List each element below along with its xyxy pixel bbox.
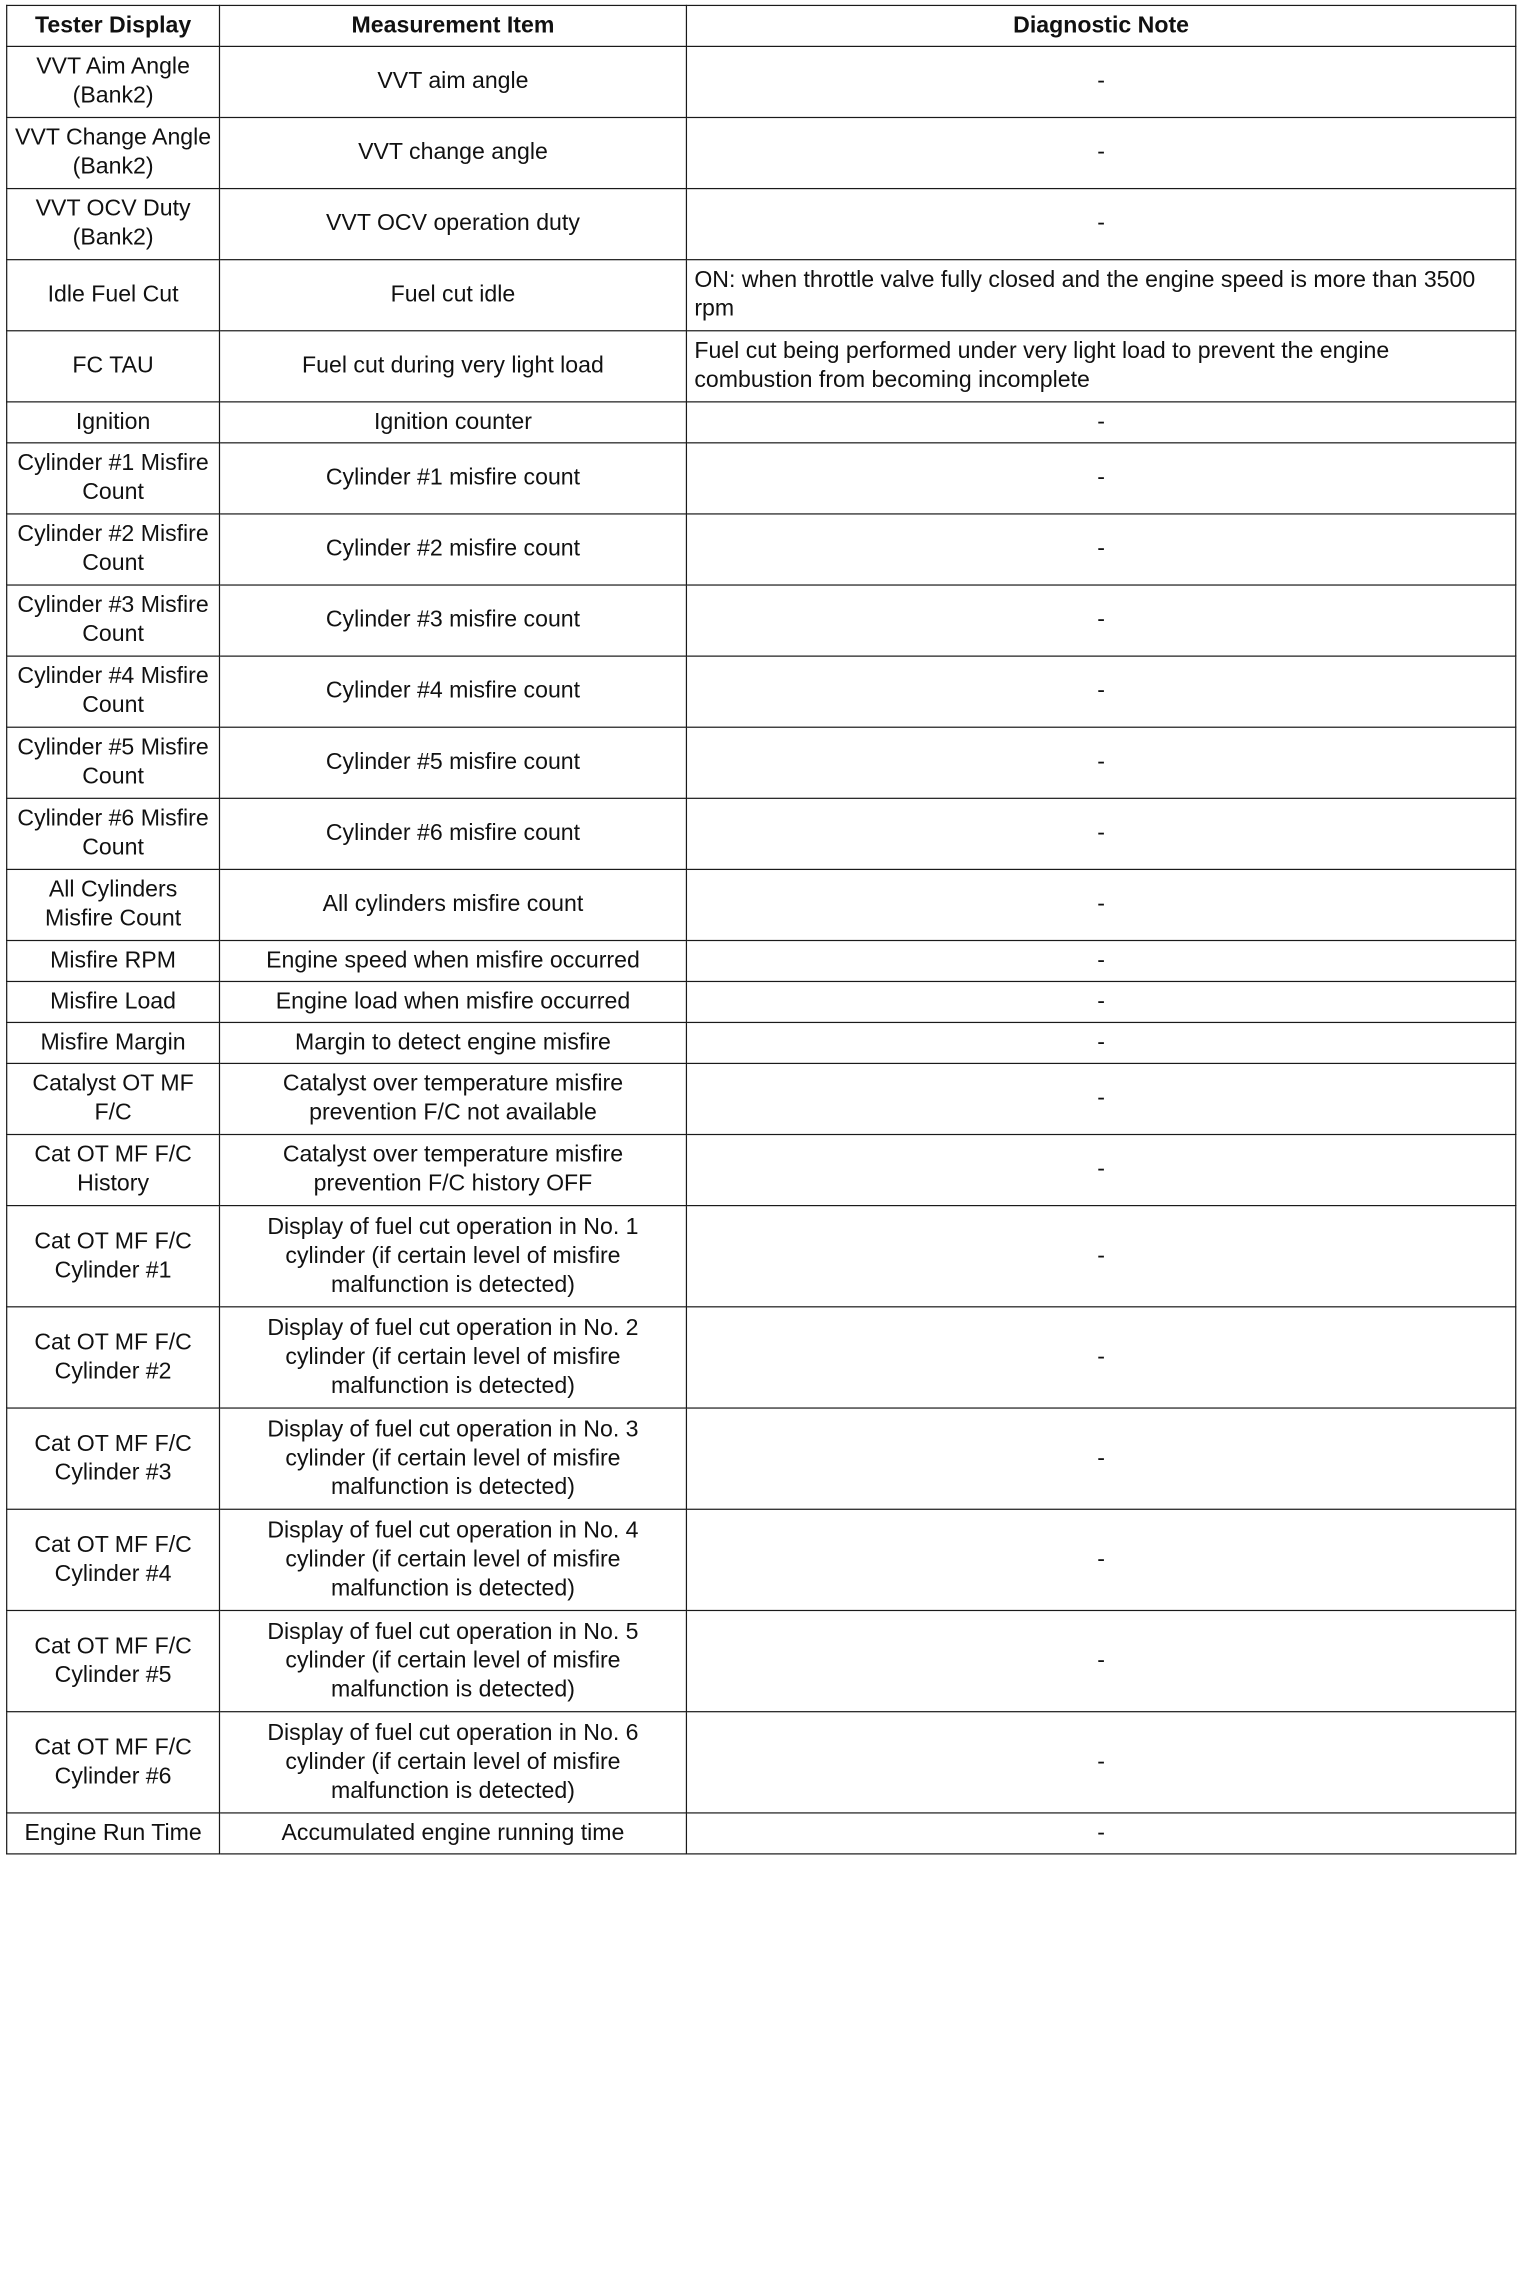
tester-display-cell: Cat OT MF F/C History (7, 1135, 220, 1206)
measurement-item-cell: Cylinder #2 misfire count (219, 514, 686, 585)
table-row (7, 189, 1516, 260)
table-row (7, 331, 1516, 402)
table-row (7, 46, 1516, 117)
table-row (7, 941, 1516, 982)
diagnostic-note-cell: - (686, 514, 1515, 585)
table-row (7, 981, 1516, 1022)
diagnostic-note-cell: - (686, 798, 1515, 869)
header-tester-display: Tester Display (7, 5, 220, 46)
measurement-item-cell: Display of fuel cut operation in No. 5 cylinder (if certain level of misfire malfunction is detected) (219, 1610, 686, 1711)
measurement-item-cell: Accumulated engine running time (219, 1813, 686, 1854)
tester-display-cell: Cat OT MF F/C Cylinder #6 (7, 1712, 220, 1813)
diagnostic-table (6, 5, 1516, 1855)
diagnostic-note-cell: - (686, 1610, 1515, 1711)
tester-display-cell: Cylinder #3 Misfire Count (7, 585, 220, 656)
table-row (7, 1408, 1516, 1509)
diagnostic-note-cell: Fuel cut being performed under very light load to prevent the engine combustion from becoming incomplete (686, 331, 1515, 402)
measurement-item-cell: Engine load when misfire occurred (219, 981, 686, 1022)
diagnostic-note-cell: - (686, 443, 1515, 514)
table-row (7, 1022, 1516, 1063)
tester-display-cell: VVT Aim Angle (Bank2) (7, 46, 220, 117)
diagnostic-note-cell: - (686, 585, 1515, 656)
tester-display-cell: FC TAU (7, 331, 220, 402)
tester-display-cell: Misfire RPM (7, 941, 220, 982)
diagnostic-note-cell: - (686, 1135, 1515, 1206)
diagnostic-note-cell: - (686, 1307, 1515, 1408)
tester-display-cell: Cylinder #5 Misfire Count (7, 727, 220, 798)
table-header-row (7, 5, 1516, 46)
measurement-item-cell: VVT OCV operation duty (219, 189, 686, 260)
table-row (7, 1206, 1516, 1307)
measurement-item-cell: Display of fuel cut operation in No. 2 cylinder (if certain level of misfire malfunction is detected) (219, 1307, 686, 1408)
measurement-item-cell: Ignition counter (219, 402, 686, 443)
header-diagnostic-note: Diagnostic Note (686, 5, 1515, 46)
diagnostic-note-cell: - (686, 117, 1515, 188)
diagnostic-note-cell: - (686, 1206, 1515, 1307)
diagnostic-note-cell: - (686, 1813, 1515, 1854)
measurement-item-cell: Cylinder #3 misfire count (219, 585, 686, 656)
tester-display-cell: Misfire Load (7, 981, 220, 1022)
table-row (7, 1135, 1516, 1206)
tester-display-cell: VVT OCV Duty (Bank2) (7, 189, 220, 260)
tester-display-cell: Cylinder #2 Misfire Count (7, 514, 220, 585)
measurement-item-cell: Engine speed when misfire occurred (219, 941, 686, 982)
measurement-item-cell: Display of fuel cut operation in No. 1 cylinder (if certain level of misfire malfunction is detected) (219, 1206, 686, 1307)
diagnostic-note-cell: - (686, 1712, 1515, 1813)
tester-display-cell: All Cylinders Misfire Count (7, 869, 220, 940)
table-row (7, 260, 1516, 331)
measurement-item-cell: All cylinders misfire count (219, 869, 686, 940)
diagnostic-note-cell: - (686, 1509, 1515, 1610)
measurement-item-cell: VVT aim angle (219, 46, 686, 117)
diagnostic-note-cell: - (686, 1022, 1515, 1063)
diagnostic-note-cell: ON: when throttle valve fully closed and the engine speed is more than 3500 rpm (686, 260, 1515, 331)
table-row (7, 443, 1516, 514)
measurement-item-cell: Cylinder #4 misfire count (219, 656, 686, 727)
measurement-item-cell: Cylinder #5 misfire count (219, 727, 686, 798)
measurement-item-cell: VVT change angle (219, 117, 686, 188)
diagnostic-note-cell: - (686, 402, 1515, 443)
measurement-item-cell: Fuel cut during very light load (219, 331, 686, 402)
table-row (7, 1509, 1516, 1610)
table-row (7, 869, 1516, 940)
diagnostic-note-cell: - (686, 727, 1515, 798)
table-row (7, 1813, 1516, 1854)
table-row (7, 1610, 1516, 1711)
diagnostic-note-cell: - (686, 656, 1515, 727)
header-measurement-item: Measurement Item (219, 5, 686, 46)
tester-display-cell: Cylinder #1 Misfire Count (7, 443, 220, 514)
measurement-item-cell: Margin to detect engine misfire (219, 1022, 686, 1063)
measurement-item-cell: Cylinder #1 misfire count (219, 443, 686, 514)
table-row (7, 514, 1516, 585)
table-row (7, 656, 1516, 727)
tester-display-cell: Ignition (7, 402, 220, 443)
measurement-item-cell: Display of fuel cut operation in No. 3 cylinder (if certain level of misfire malfunction is detected) (219, 1408, 686, 1509)
table-row (7, 117, 1516, 188)
table-row (7, 585, 1516, 656)
tester-display-cell: Engine Run Time (7, 1813, 220, 1854)
tester-display-cell: Idle Fuel Cut (7, 260, 220, 331)
diagnostic-note-cell: - (686, 1408, 1515, 1509)
table-row (7, 1307, 1516, 1408)
diagnostic-note-cell: - (686, 46, 1515, 117)
tester-display-cell: Cat OT MF F/C Cylinder #4 (7, 1509, 220, 1610)
diagnostic-note-cell: - (686, 869, 1515, 940)
tester-display-cell: Cat OT MF F/C Cylinder #3 (7, 1408, 220, 1509)
table-row (7, 798, 1516, 869)
diagnostic-note-cell: - (686, 189, 1515, 260)
measurement-item-cell: Cylinder #6 misfire count (219, 798, 686, 869)
tester-display-cell: VVT Change Angle (Bank2) (7, 117, 220, 188)
tester-display-cell: Cylinder #6 Misfire Count (7, 798, 220, 869)
measurement-item-cell: Display of fuel cut operation in No. 4 cylinder (if certain level of misfire malfunction is detected) (219, 1509, 686, 1610)
measurement-item-cell: Display of fuel cut operation in No. 6 cylinder (if certain level of misfire malfunction is detected) (219, 1712, 686, 1813)
table-row (7, 1712, 1516, 1813)
table-row (7, 1063, 1516, 1134)
tester-display-cell: Misfire Margin (7, 1022, 220, 1063)
diagnostic-note-cell: - (686, 941, 1515, 982)
diagnostic-note-cell: - (686, 981, 1515, 1022)
measurement-item-cell: Fuel cut idle (219, 260, 686, 331)
tester-display-cell: Cylinder #4 Misfire Count (7, 656, 220, 727)
table-row (7, 402, 1516, 443)
measurement-item-cell: Catalyst over temperature misfire prevention F/C history OFF (219, 1135, 686, 1206)
tester-display-cell: Cat OT MF F/C Cylinder #5 (7, 1610, 220, 1711)
measurement-item-cell: Catalyst over temperature misfire prevention F/C not available (219, 1063, 686, 1134)
tester-display-cell: Cat OT MF F/C Cylinder #2 (7, 1307, 220, 1408)
tester-display-cell: Cat OT MF F/C Cylinder #1 (7, 1206, 220, 1307)
table-row (7, 727, 1516, 798)
tester-display-cell: Catalyst OT MF F/C (7, 1063, 220, 1134)
diagnostic-note-cell: - (686, 1063, 1515, 1134)
